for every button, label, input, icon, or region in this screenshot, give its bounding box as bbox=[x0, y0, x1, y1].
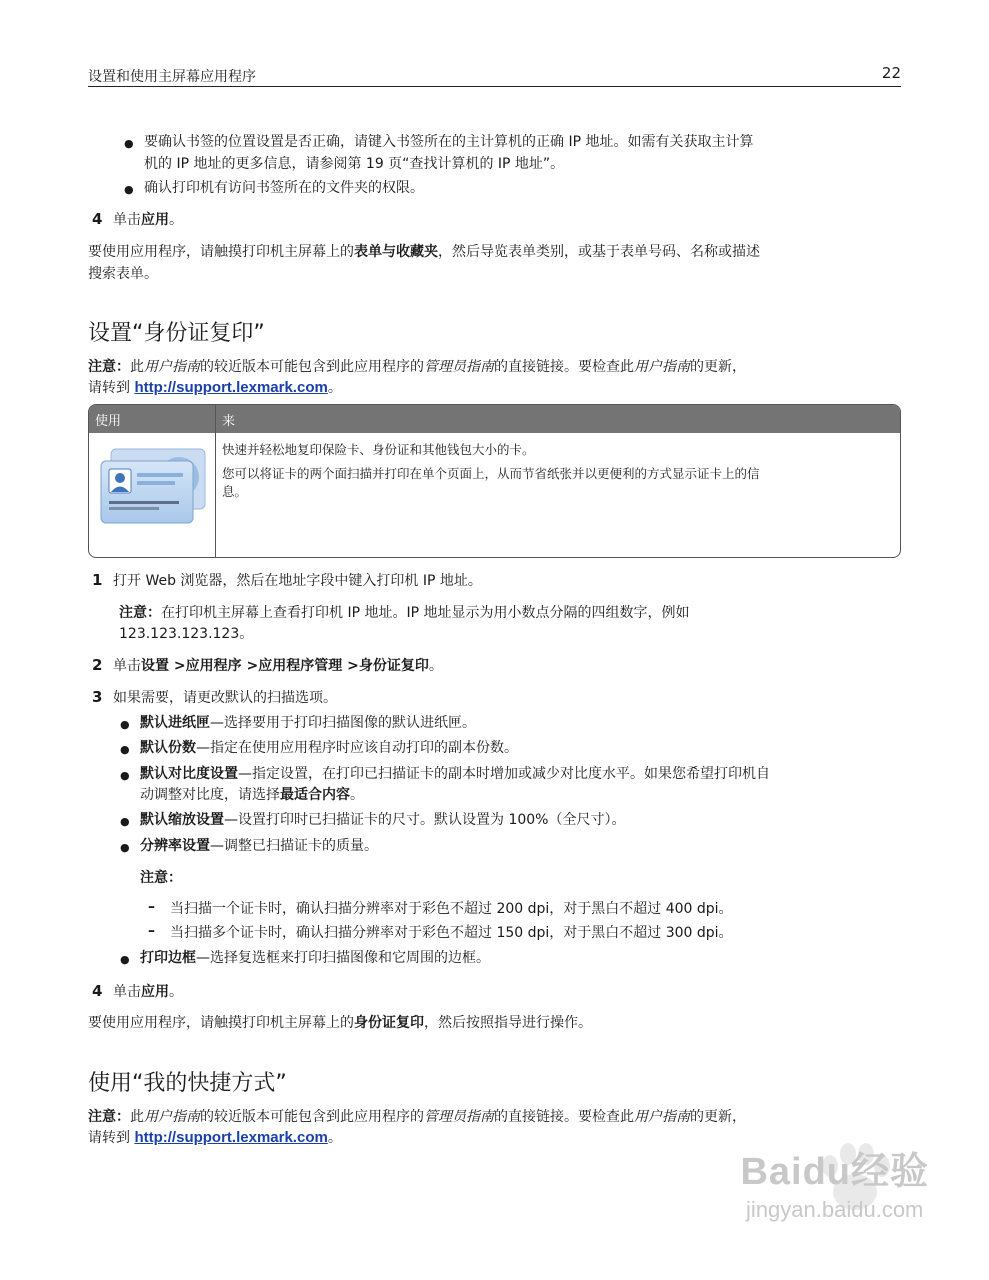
option-item: 默认缩放设置—设置打印时已扫描证卡的尺寸。默认设置为 100%（全尺寸）。 bbox=[140, 812, 626, 828]
table-row-text: 您可以将证卡的两个面扫描并打印在单个页面上，从而节省纸张并以更便利的方式显示证卡上的信 bbox=[222, 466, 760, 481]
bullet-icon: ● bbox=[120, 953, 130, 966]
note-line: 请转到 http://support.lexmark.com。 bbox=[88, 379, 342, 396]
paragraph: 要使用应用程序，请触摸打印机主屏幕上的身份证复印，然后按照指导进行操作。 bbox=[88, 1015, 592, 1031]
step-number: 4 bbox=[92, 210, 103, 228]
note-line: 注意：此用户指南的较近版本可能包含到此应用程序的管理员指南的直接链接。要检查此用户指南的更新， bbox=[88, 1109, 746, 1125]
dash-marker: – bbox=[148, 923, 155, 939]
table-header-use: 使用 bbox=[95, 414, 122, 429]
note-line: 注意：此用户指南的较近版本可能包含到此应用程序的管理员指南的直接链接。要检查此用户指南的更新， bbox=[88, 359, 746, 375]
option-item: 默认进纸匣—选择要用于打印扫描图像的默认进纸匣。 bbox=[140, 715, 476, 731]
option-item: 默认份数—指定在使用应用程序时应该自动打印的副本份数。 bbox=[140, 740, 518, 756]
step-number: 1 bbox=[92, 571, 103, 589]
step-text: 如果需要，请更改默认的扫描选项。 bbox=[113, 690, 337, 706]
bullet-icon: ● bbox=[120, 815, 130, 828]
step-text: 打开 Web 浏览器，然后在地址字段中键入打印机 IP 地址。 bbox=[113, 573, 482, 589]
bullet-icon: ● bbox=[120, 769, 130, 782]
bullet-icon: ● bbox=[124, 183, 134, 196]
section-title: 使用“我的快捷方式” bbox=[88, 1071, 287, 1096]
options-note-label: 注意： bbox=[140, 870, 182, 886]
step-number: 2 bbox=[92, 656, 103, 674]
table-row-text: 息。 bbox=[222, 484, 248, 499]
dash-marker: – bbox=[148, 899, 155, 915]
support-link[interactable]: http://support.lexmark.com bbox=[134, 1129, 328, 1146]
watermark-brand: Baidu经验 bbox=[740, 1151, 929, 1193]
running-header-title: 设置和使用主屏幕应用程序 bbox=[88, 69, 256, 85]
step-text: 单击应用。 bbox=[113, 212, 183, 228]
table-header-to: 来 bbox=[222, 414, 236, 429]
table-header bbox=[89, 405, 900, 433]
note-item: 当扫描多个证卡时，确认扫描分辨率对于彩色不超过 150 dpi，对于黑白不超过 300 dpi。 bbox=[170, 925, 733, 941]
header-rule bbox=[88, 86, 901, 87]
option-item: 默认对比度设置—指定设置，在打印已扫描证卡的副本时增加或减少对比度水平。如果您希望打印机自 bbox=[140, 766, 770, 782]
feature-table bbox=[88, 404, 901, 558]
id-card-icon bbox=[99, 447, 209, 527]
bullet-icon: ● bbox=[120, 743, 130, 756]
note-line: 123.123.123.123。 bbox=[119, 626, 254, 642]
step-number: 3 bbox=[92, 688, 103, 706]
option-item: 分辨率设置—调整已扫描证卡的质量。 bbox=[140, 838, 378, 854]
baidu-watermark bbox=[740, 1140, 929, 1223]
paragraph: 要使用应用程序，请触摸打印机主屏幕上的表单与收藏夹，然后导览表单类别，或基于表单号码、名称或描述 bbox=[88, 244, 760, 260]
note-line: 请转到 http://support.lexmark.com。 bbox=[88, 1129, 342, 1146]
step-number: 4 bbox=[92, 982, 103, 1000]
step-text: 单击应用。 bbox=[113, 984, 183, 1000]
table-row-text: 快速并轻松地复印保险卡、身份证和其他钱包大小的卡。 bbox=[222, 442, 535, 457]
bullet-text: 确认打印机有访问书签所在的文件夹的权限。 bbox=[144, 180, 424, 196]
bullet-text: 机的 IP 地址的更多信息，请参阅第 19 页“查找计算机的 IP 地址”。 bbox=[144, 156, 565, 172]
note-item: 当扫描一个证卡时，确认扫描分辨率对于彩色不超过 200 dpi，对于黑白不超过 400 dpi。 bbox=[170, 901, 733, 917]
support-link[interactable]: http://support.lexmark.com bbox=[134, 379, 328, 396]
page-number: 22 bbox=[881, 64, 901, 82]
section-title: 设置“身份证复印” bbox=[88, 321, 265, 346]
bullet-icon: ● bbox=[120, 841, 130, 854]
watermark-url: jingyan.baidu.com bbox=[746, 1197, 924, 1222]
bullet-icon: ● bbox=[120, 718, 130, 731]
note-line: 注意：在打印机主屏幕上查看打印机 IP 地址。IP 地址显示为用小数点分隔的四组数字，例如 bbox=[119, 605, 690, 621]
option-item: 打印边框—选择复选框来打印扫描图像和它周围的边框。 bbox=[140, 950, 490, 966]
table-divider bbox=[215, 405, 216, 557]
bullet-icon: ● bbox=[124, 137, 134, 150]
option-item-cont: 动调整对比度，请选择最适合内容。 bbox=[140, 787, 364, 803]
paragraph: 搜索表单。 bbox=[88, 266, 158, 282]
step-text: 单击设置 >应用程序 >应用程序管理 >身份证复印。 bbox=[113, 658, 443, 674]
bullet-text: 要确认书签的位置设置是否正确，请键入书签所在的主计算机的正确 IP 地址。如需有关获取主计算 bbox=[144, 134, 754, 150]
